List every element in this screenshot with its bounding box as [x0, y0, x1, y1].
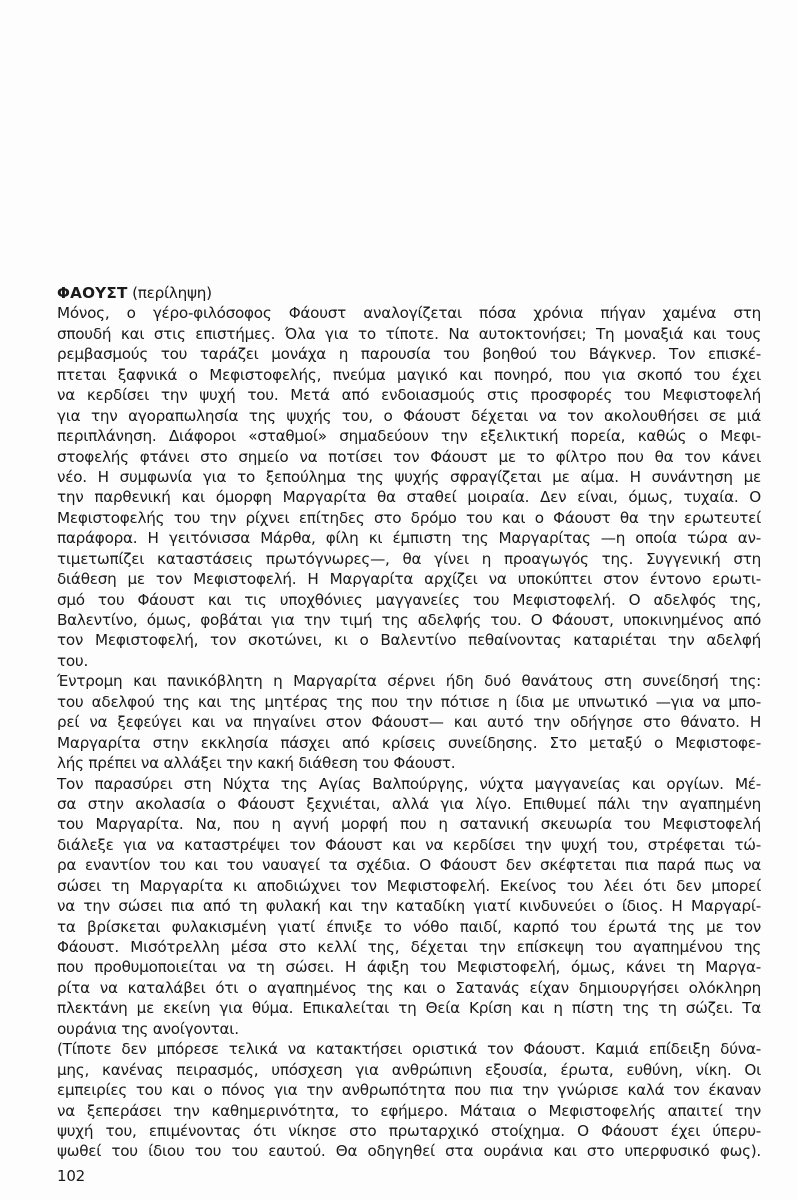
text-line: σώσει τη Μαργαρίτα κι αποδιώχνει τον Μεφιστοφελή. Εκείνος του λέει ότι δεν μπορεί: [57, 876, 761, 895]
text-line: Φάουστ. Μισότρελλη μέσα στο κελλί της, δέχεται την επίσκεψη του αγαπημένου της: [57, 938, 761, 956]
text-line: Μεφιστοφελής του την ρίχνει επίτηδες στο δρόμο του και ο Φάουστ θα την ερωτευτεί: [57, 508, 761, 527]
text-line: ψωθεί του ίδιου του του εαυτού. Θα οδηγηθεί στα ουράνια και στο υπερφυσικό φως).: [57, 1142, 761, 1161]
text-line: ψυχή του, επιμένοντας ότι νίκησε στο πρωταρχικό στοίχημα. Ο Φάουστ έχει ύπερυ-: [57, 1121, 761, 1140]
text-line: Τον παρασύρει στη Νύχτα της Αγίας Βαλπούργης, νύχτα μαγγανείας και οργίων. Μέ-: [57, 774, 761, 793]
text-line: λής πρέπει να αλλάξει την κακή διάθεση του Φάουστ.: [57, 754, 456, 773]
text-line: εμπειρίες του και ο πόνος για την ανθρωπότητα που πια την γνώρισε καλά τον έκαναν: [57, 1081, 761, 1100]
text-line: τον Μεφιστοφελή, τον σκοτώνει, κι ο Βαλεντίνο πεθαίνοντας καταριέται την αδελφή: [57, 631, 761, 650]
text-line: διάλεξε για να καταστρέψει τον Φάουστ και να κερδίσει την ψυχή του, στρέφεται τώ-: [57, 835, 761, 854]
text-line: σμό του Φάουστ και τις υποχθόνιες μαγγανείες του Μεφιστοφελή. Ο αδελφός της,: [57, 590, 761, 609]
text-line: να κερδίσει την ψυχή του. Μετά από ενδοιασμούς στις προσφορές του Μεφιστοφελή: [57, 386, 761, 405]
text-line: να την σώσει πια από τη φυλακή και την καταδίκη γιατί κινδυνεύει ο ίδιος. Η Μαργαρί-: [57, 897, 761, 916]
text-line: Μόνος, ο γέρο-φιλόσοφος Φάουστ αναλογίζεται πόσα χρόνια πήγαν χαμένα στη: [57, 304, 761, 323]
text-line: ουράνια της ανοίγονται.: [57, 1019, 239, 1038]
text-line: διάθεση με τον Μεφιστοφελή. Η Μαργαρίτα αρχίζει να υποκύπτει στον έντονο ερωτι-: [57, 570, 761, 589]
text-line: πλεκτάνη με εκείνη για θύμα. Επικαλείται τη Θεία Κρίση και η πίστη της τη σώζει. Τα: [57, 999, 761, 1018]
text-line: ρίτα να καταλάβει ότι ο αγαπημένος της και ο Σατανάς είχαν δημιουργήσει ολόκληρη: [57, 978, 761, 997]
text-line: που προθυμοποιείται να τη σώσει. Η άφιξη του Μεφιστοφελή, όμως, κάνει τη Μαργα-: [57, 958, 761, 977]
heading-subtitle: (περίληψη): [132, 284, 212, 302]
text-line: τιμετωπίζει καταστάσεις πρωτόγνωρες—, θα γίνει η προαγωγός της. Συγγενική στη: [57, 549, 761, 568]
text-line: (Τίποτε δεν μπόρεσε τελικά να κατακτήσει οριστικά τον Φάουστ. Καμιά επίδειξη δύνα-: [57, 1040, 761, 1059]
text-line: ρα εναντίον του και του ναυαγεί τα σχέδια. Ο Φάουστ δεν σκέφτεται πια παρά πως να: [57, 856, 761, 875]
heading-title: ΦΑΟΥΣΤ: [57, 284, 128, 302]
text-line: την παρθενική και όμορφη Μαργαρίτα θα σταθεί μοιραία. Δεν είναι, όμως, τυχαία. Ο: [57, 488, 761, 507]
text-line: Βαλεντίνο, όμως, φοβάται για την τιμή της αδελφής του. Ο Φάουστ, υποκινημένος από: [57, 611, 761, 629]
text-line: σα στην ακολασία ο Φάουστ ξεχνιέται, αλλά για λίγο. Επιθυμεί πάλι την αγαπημένη: [57, 794, 761, 813]
synopsis-body: [57, 303, 761, 1161]
text-line: του Μαργαρίτα. Να, που η αγνή μορφή που η σατανική σκευωρία του Μεφιστοφελή: [57, 815, 761, 834]
text-line: ρεί να ξεφεύγει και να πηγαίνει στον Φάουστ— και αυτό την οδήγησε στο θάνατο. Η: [57, 713, 761, 732]
text-line: Μαργαρίτα στην εκκλησία πάσχει από κρίσεις συνείδησης. Στο μεταξύ ο Μεφιστοφε-: [57, 733, 761, 752]
text-line: πτεται ξαφνικά ο Μεφιστοφελής, πνεύμα μαγικό και πονηρό, που για σκοπό του έχει: [57, 365, 761, 384]
page-number: 102: [57, 1167, 86, 1185]
text-line: σπουδή και στις επιστήμες. Όλα για το τίποτε. Να αυτοκτονήσει; Τη μοναξιά και τους: [57, 324, 761, 343]
text-line: νέο. Η συμφωνία για το ξεπούλημα της ψυχής σφραγίζεται με αίμα. Η συνάντηση με: [57, 467, 761, 486]
text-line: ρεμβασμούς του ταράζει μονάχα η παρουσία του βοηθού του Βάγκνερ. Τον επισκέ-: [57, 345, 761, 364]
text-line: στοφελής φτάνει στο σημείο να ποτίσει τον Φάουστ με το φίλτρο που θα τον κάνει: [57, 447, 761, 466]
text-line: παράφορα. Η γειτόνισσα Μάρθα, φίλη κι έμπιστη της Μαργαρίτας —η οποία τώρα αν-: [57, 529, 761, 548]
text-line: να ξεπεράσει την καθημερινότητα, το εφήμερο. Μάταια ο Μεφιστοφελής απαιτεί την: [57, 1101, 761, 1120]
text-line: του.: [57, 651, 89, 670]
text-line: τα βρίσκεται φυλακισμένη γιατί έπνιξε το νόθο παιδί, καρπό του έρωτά της με τον: [57, 917, 761, 936]
text-line: περιπλάνηση. Διάφοροι «σταθμοί» σημαδεύουν την εξελικτική πορεία, καθώς ο Μεφι-: [57, 427, 761, 446]
text-line: του αδελφού της και της μητέρας της που την πότισε η ίδια με υπνωτικό —για να μπο-: [57, 692, 761, 711]
text-line: για την αγοραπωλησία της ψυχής του, ο Φάουστ δέχεται να τον ακολουθήσει σε μιά: [57, 406, 761, 425]
synopsis-text-block: [57, 283, 761, 1162]
text-line: Έντρομη και πανικόβλητη η Μαργαρίτα σέρνει ήδη δυό θανάτους στη συνείδησή της:: [57, 672, 761, 691]
text-line: μης, κανένας πειρασμός, υπόσχεση για ανθρώπινη εξουσία, έρωτα, ευθύνη, νίκη. Οι: [57, 1060, 761, 1079]
synopsis-heading: [57, 283, 761, 303]
